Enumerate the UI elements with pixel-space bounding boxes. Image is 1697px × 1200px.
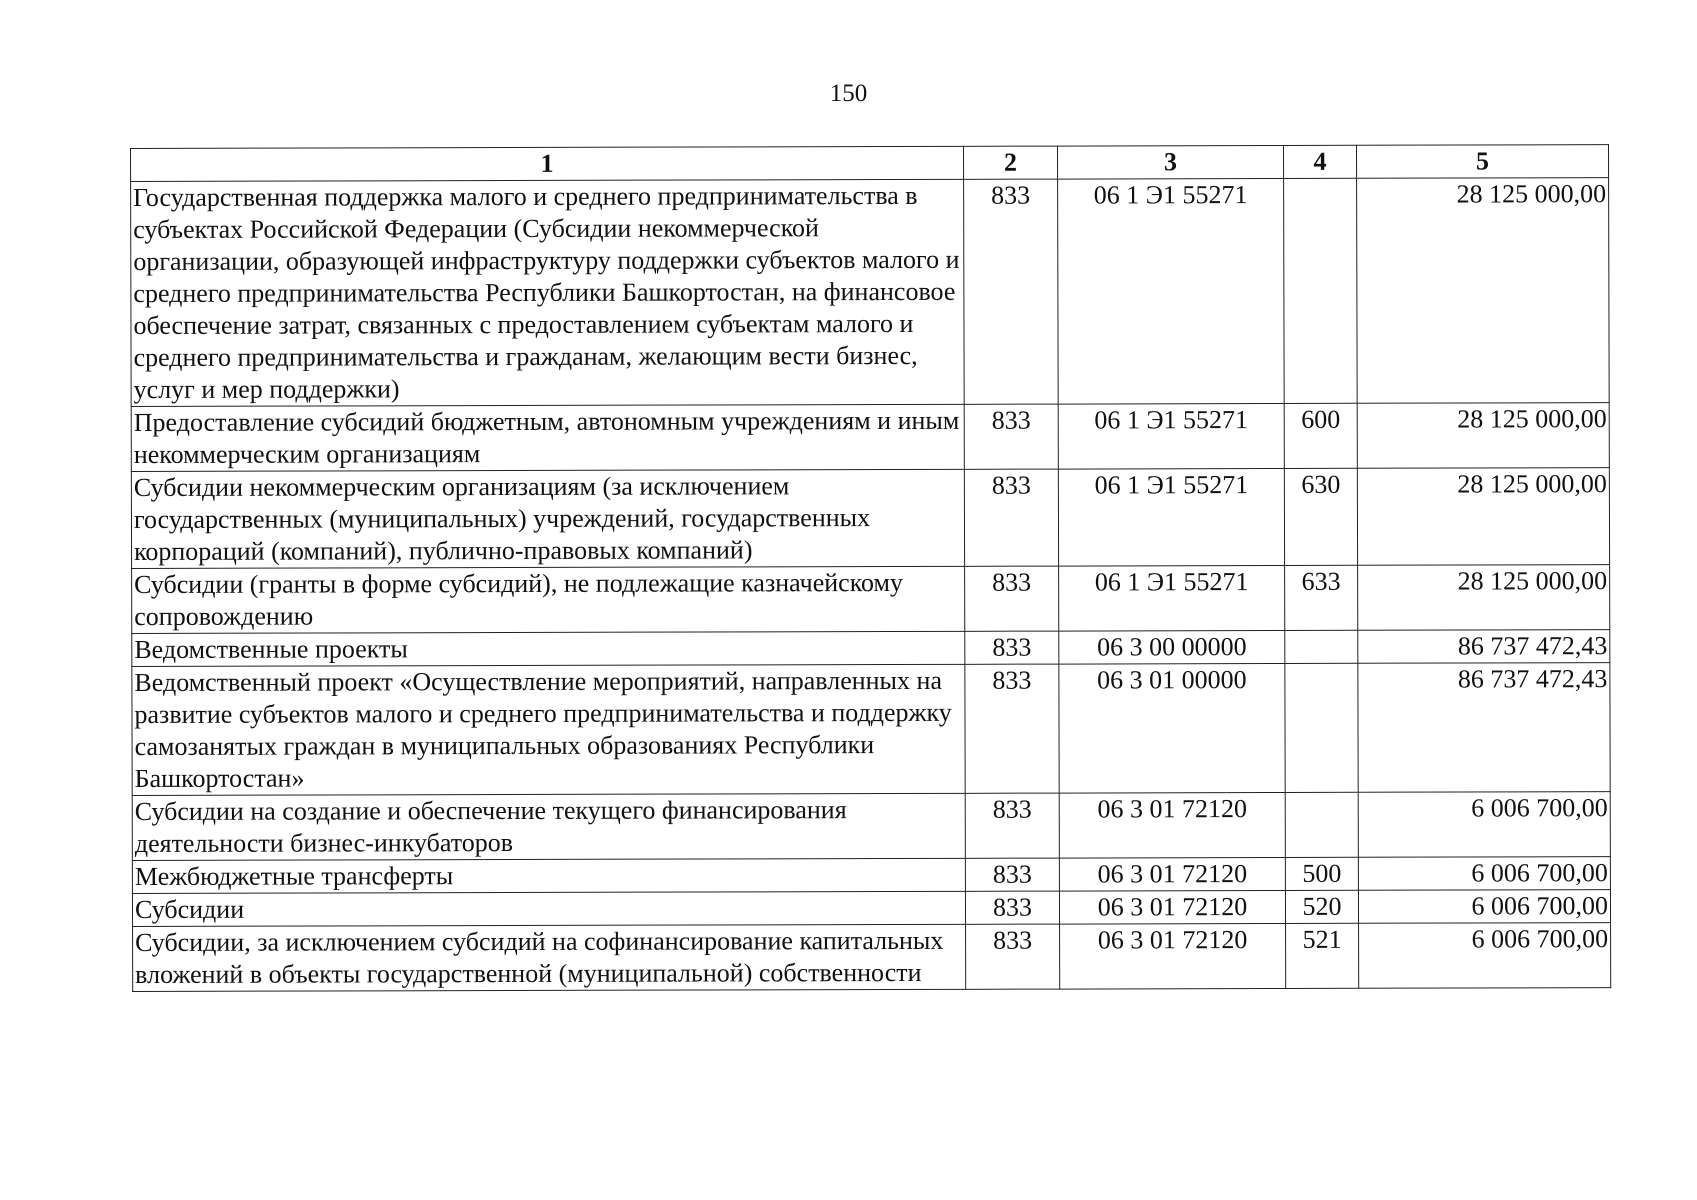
row-amount: 86 737 472,43	[1358, 663, 1610, 793]
budget-table	[130, 144, 1611, 992]
row-amount: 28 125 000,00	[1357, 403, 1609, 469]
row-name: Государственная поддержка малого и среднего предпринимательства в субъектах Российской Федерации (Субсидии некоммерческой организации, образующей инфраструктуру поддержки субъектов малого и среднего предпринимательства Республики Башкортостан, на финансовое обеспечение затрат, связанных с предоставлением субъектам малого и среднего предпринимательства и гражданам, желающим вести бизнес, услуг и мер поддержки)	[131, 179, 965, 406]
row-ved-code: 833	[966, 924, 1060, 989]
row-csr-code: 06 1 Э1 55271	[1058, 178, 1285, 404]
row-vr-code: 630	[1284, 468, 1357, 565]
column-header: 2	[963, 146, 1057, 179]
row-name: Субсидии, за исключением субсидий на софинансирование капитальных вложений в объекты государственной (муниципальной) собственности	[133, 924, 966, 991]
row-name: Ведомственный проект «Осуществление мероприятий, направленных на развитие субъектов малого и среднего предпринимательства и поддержку самозанятых граждан в муниципальных образованиях Республики Башкортостан»	[132, 664, 965, 795]
row-name: Субсидии некоммерческим организациям (за исключением государственных (муниципальных) учреждений, государственных корпораций (компаний), публично-правовых компаний)	[131, 469, 964, 568]
row-name: Предоставление субсидий бюджетным, автономным учреждениям и иным некоммерческим организациям	[131, 404, 964, 471]
row-name: Межбюджетные трансферты	[132, 858, 965, 893]
row-ved-code: 833	[965, 891, 1059, 924]
table-row	[132, 630, 1610, 667]
row-name: Ведомственные проекты	[132, 631, 965, 666]
row-amount: 6 006 700,00	[1358, 890, 1610, 924]
row-ved-code: 833	[965, 664, 1059, 793]
row-name: Субсидии на создание и обеспечение текущего финансирования деятельности бизнес-инкубаторов	[132, 793, 965, 860]
row-vr-code	[1284, 178, 1358, 403]
row-amount: 6 006 700,00	[1359, 923, 1611, 989]
table-row	[131, 403, 1609, 472]
column-header: 4	[1283, 145, 1356, 178]
table-row	[133, 923, 1611, 992]
row-amount: 28 125 000,00	[1357, 468, 1609, 566]
row-csr-code: 06 3 01 00000	[1059, 663, 1285, 793]
table-row	[132, 792, 1610, 861]
row-vr-code: 500	[1285, 857, 1358, 890]
row-csr-code: 06 1 Э1 55271	[1058, 468, 1284, 566]
table-row	[132, 565, 1610, 634]
row-amount: 6 006 700,00	[1358, 857, 1610, 891]
row-amount: 6 006 700,00	[1358, 792, 1610, 858]
row-ved-code: 833	[964, 469, 1058, 566]
row-amount: 28 125 000,00	[1358, 565, 1610, 631]
column-header: 3	[1057, 145, 1283, 179]
row-name: Субсидии	[132, 891, 965, 926]
row-ved-code: 833	[965, 793, 1059, 858]
table-row	[131, 178, 1610, 407]
row-ved-code: 833	[964, 179, 1059, 404]
row-ved-code: 833	[964, 404, 1058, 469]
row-csr-code: 06 3 01 72120	[1060, 923, 1286, 989]
table-row	[132, 663, 1610, 796]
column-header: 5	[1356, 145, 1608, 179]
row-vr-code	[1285, 630, 1358, 663]
table-row	[131, 468, 1609, 569]
row-name: Субсидии (гранты в форме субсидий), не подлежащие казначейскому сопровождению	[132, 566, 965, 633]
row-ved-code: 833	[965, 631, 1059, 664]
row-csr-code: 06 1 Э1 55271	[1058, 403, 1284, 469]
row-vr-code	[1285, 792, 1358, 857]
row-csr-code: 06 3 01 72120	[1059, 792, 1285, 858]
row-csr-code: 06 3 00 00000	[1059, 630, 1285, 664]
row-vr-code	[1285, 663, 1358, 792]
table-row	[132, 857, 1610, 894]
column-header: 1	[131, 146, 964, 181]
row-vr-code: 633	[1285, 565, 1358, 630]
row-vr-code: 520	[1285, 890, 1358, 923]
row-amount: 86 737 472,43	[1358, 630, 1610, 664]
row-vr-code: 600	[1284, 403, 1357, 468]
row-vr-code: 521	[1286, 923, 1359, 988]
row-amount: 28 125 000,00	[1357, 178, 1610, 404]
table-header-row	[131, 145, 1609, 182]
row-csr-code: 06 3 01 72120	[1059, 890, 1285, 924]
table-row	[132, 890, 1610, 927]
row-ved-code: 833	[965, 858, 1059, 891]
row-ved-code: 833	[965, 566, 1059, 631]
row-csr-code: 06 1 Э1 55271	[1059, 565, 1285, 631]
row-csr-code: 06 3 01 72120	[1059, 857, 1285, 891]
page-number: 150	[829, 80, 868, 107]
